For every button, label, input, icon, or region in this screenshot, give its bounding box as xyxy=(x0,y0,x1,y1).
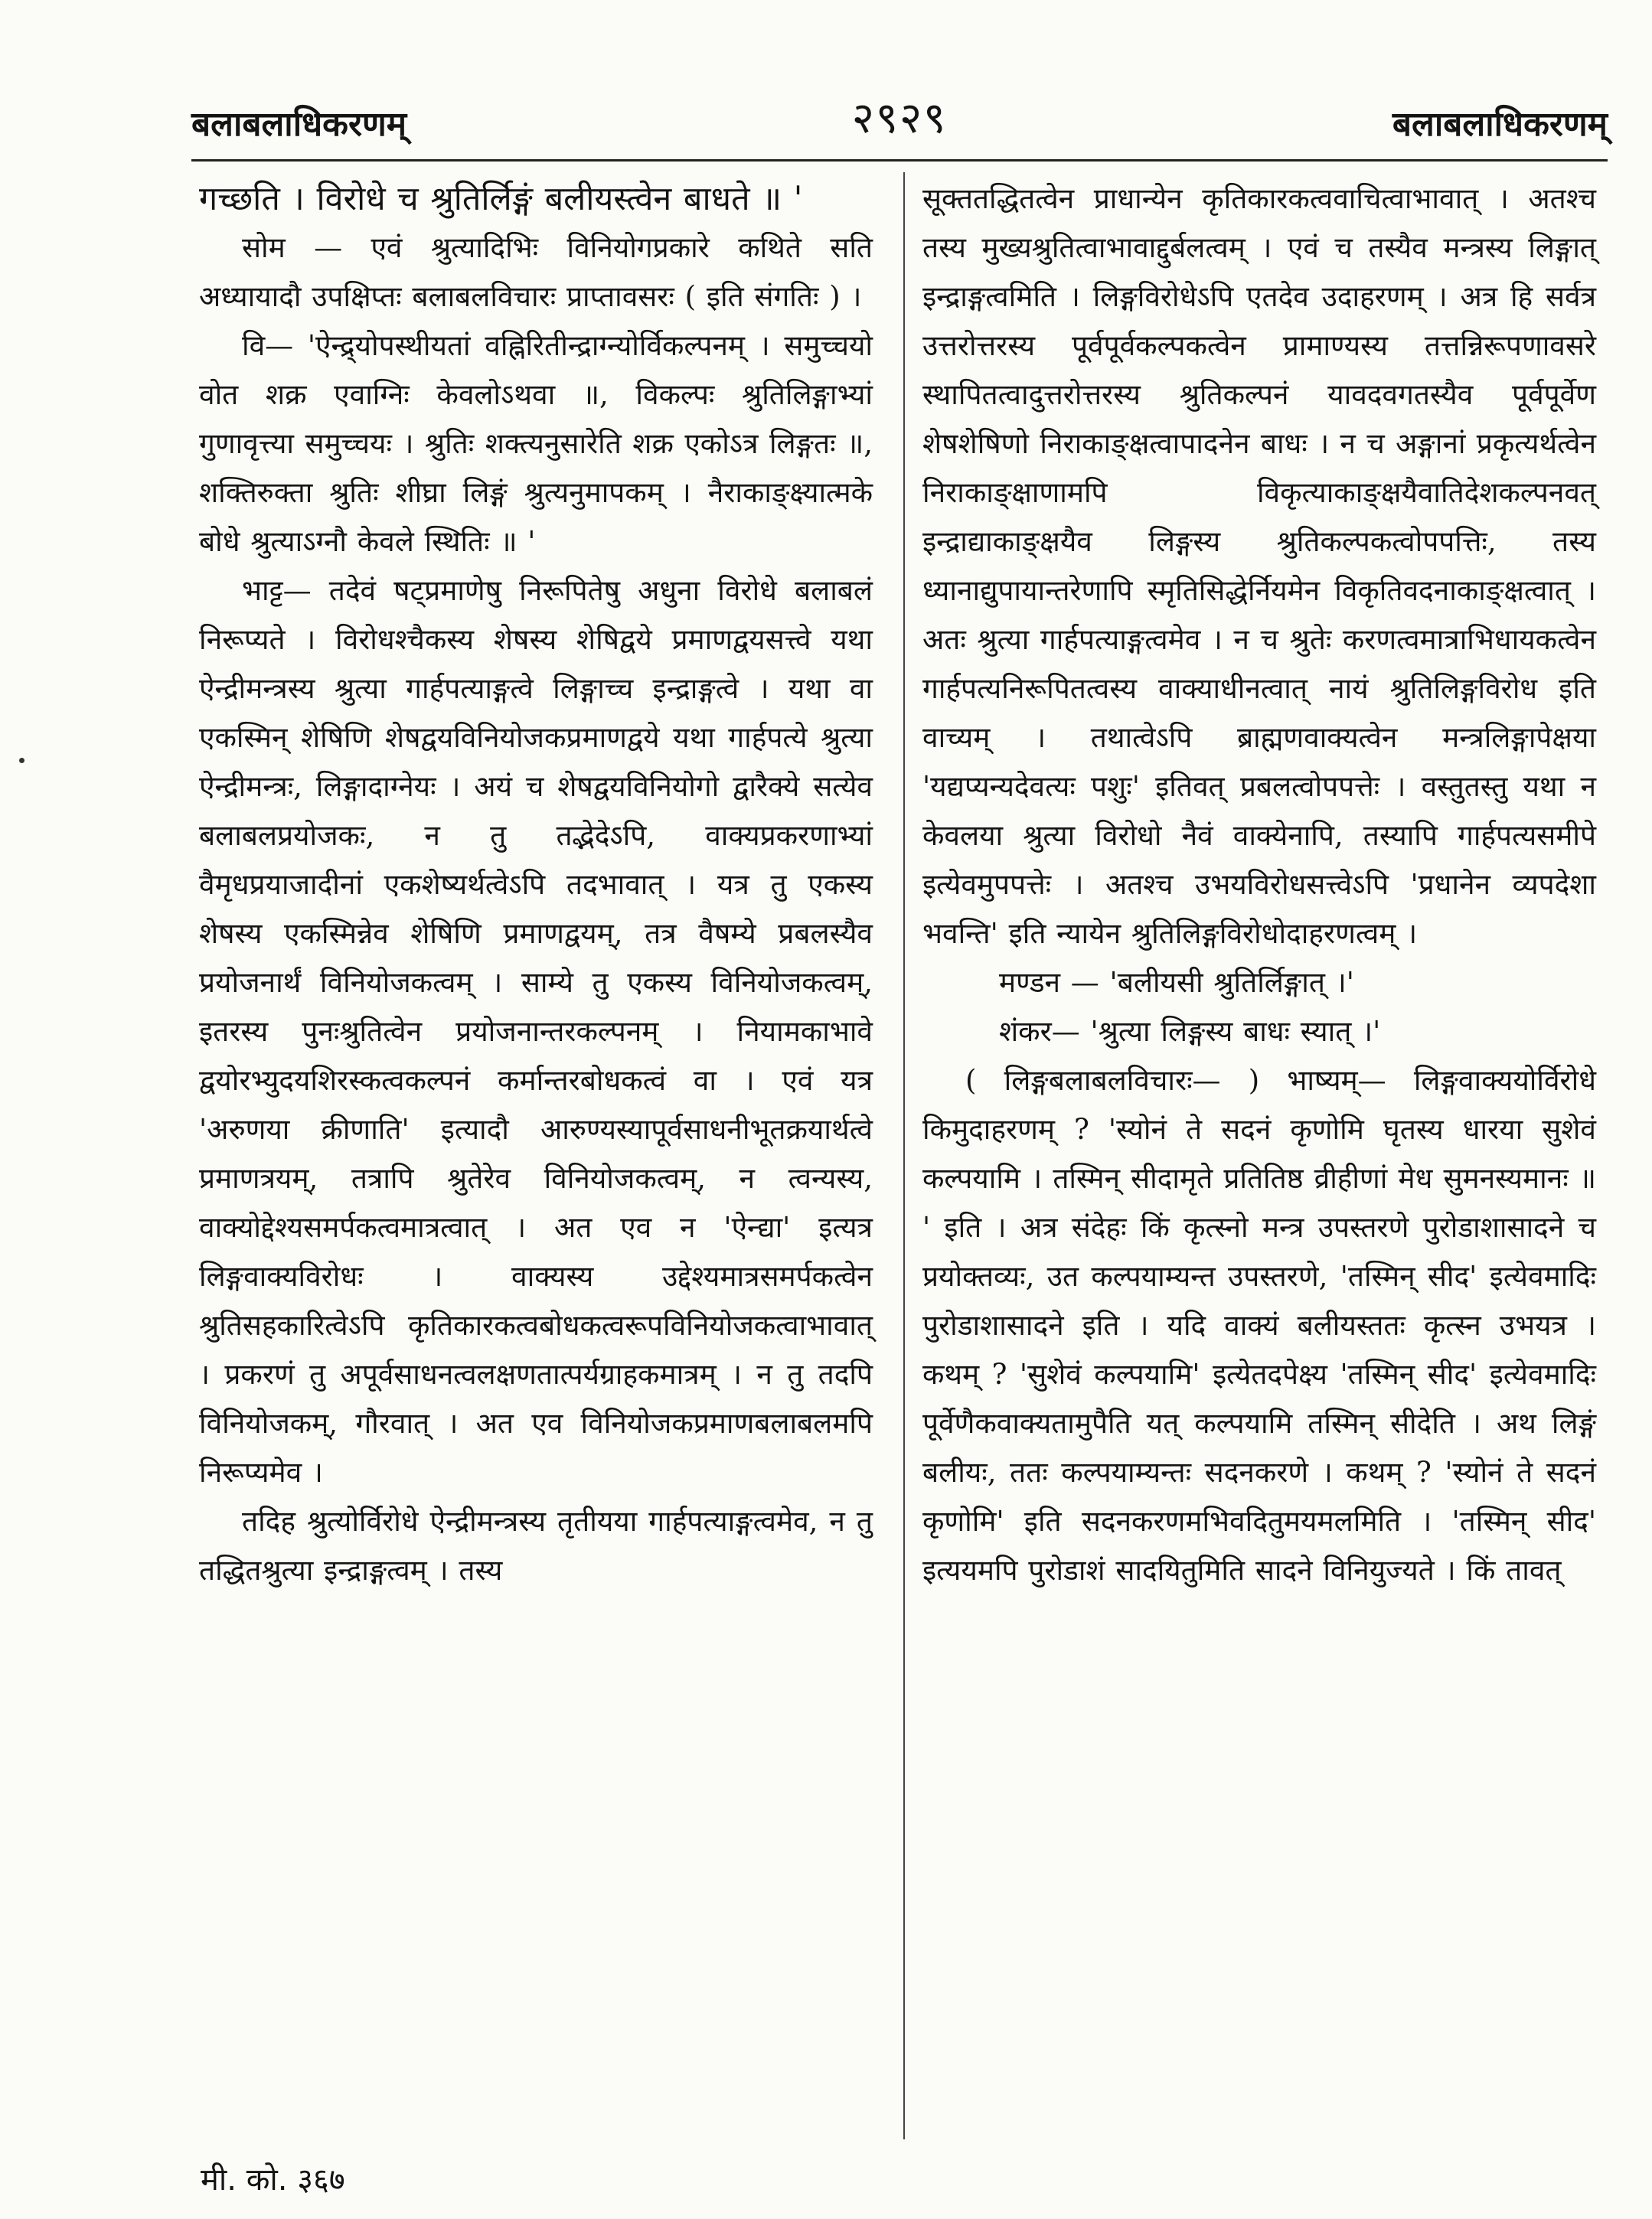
footer-signature: मी. को. ३६७ xyxy=(201,2162,345,2198)
left-para-bhatta: भाट्ट— तदेवं षट्प्रमाणेषु निरूपितेषु अधुना विरोधे बलाबलं निरूप्यते । विरोधश्चैकस्य शेषस्य शेषिद्वये प्रमाणद्वयसत्त्वे यथा ऐन्द्रीमन्त्रस्य श्रुत्या गार्हपत्याङ्गत्वे लिङ्गाच्च इन्द्राङ्गत्वे । यथा वा एकस्मिन् शेषिणि शेषद्वयविनियोजकप्रमाणद्वये यथा गार्हपत्ये श्रुत्या ऐन्द्रीमन्त्रः, लिङ्गादाग्नेयः । अयं च शेषद्वयविनियोगो द्वारैक्ये सत्येव बलाबलप्रयोजकः, न तु तद्भेदेऽपि, वाक्यप्रकरणाभ्यां वैमृधप्रयाजादीनां एकशेष्यर्थत्वेऽपि तदभावात् । यत्र तु एकस्य शेषस्य एकस्मिन्नेव शेषिणि प्रमाणद्वयम्, तत्र वैषम्ये प्रबलस्यैव प्रयोजनार्थं विनियोजकत्वम् । साम्ये तु एकस्य विनियोजकत्वम्, इतरस्य पुनःश्रुतित्वेन प्रयोजनान्तरकल्पनम् । नियामकाभावे द्वयोरभ्युदयशिरस्कत्वकल्पनं कर्मान्तरबोधकत्वं वा । एवं यत्र 'अरुणया क्रीणाति' इत्यादौ आरुण्यस्यापूर्वसाधनीभूतक्रयार्थत्वे प्रमाणत्रयम्, तत्रापि श्रुतेरेव विनियोजकत्वम्, न त्वन्यस्य, वाक्योद्देश्यसमर्पकत्वमात्रत्वात् । अत एव न 'ऐन्द्या' इत्यत्र लिङ्गवाक्यविरोधः । वाक्यस्य उद्देश्यमात्रसमर्पकत्वेन श्रुतिसहकारित्वेऽपि कृतिकारकत्वबोधकत्वरूपविनियोजकत्वाभावात् । प्रकरणं तु अपूर्वसाधनत्वलक्षणतात्पर्यग्राहकमात्रम् । न तु तदपि विनियोजकम्, गौरवात् । अत एव विनियोजकप्रमाणबलाबलमपि निरूप्यमेव । xyxy=(199,574,873,1489)
left-para-1: गच्छति । विरोधे च श्रुतिर्लिङ्गं बलीयस्त्वेन बाधते ॥ ' xyxy=(199,180,803,218)
left-para-vi: वि— 'ऐन्द्र्योपस्थीयतां वह्निरितीन्द्राग्न्योर्विकल्पनम् । समुच्चयो वोत शक्र एवाग्निः केवलोऽथवा ॥, विकल्पः श्रुतिलिङ्गाभ्यां गुणावृत्त्या समुच्चयः । श्रुतिः शक्त्यनुसारेति शक्र एकोऽत्र लिङ्गतः ॥, शक्तिरुक्ता श्रुतिः शीघ्रा लिङ्गं श्रुत्यनुमापकम् । नैराकाङ्क्ष्यात्मके बोधे श्रुत्याऽग्नौ केवले स्थितिः ॥ ' xyxy=(199,329,873,558)
right-para-bhashya: ( लिङ्गबलाबलविचारः— ) भाष्यम्— लिङ्गवाक्ययोर्विरोधे किमुदाहरणम् ? 'स्योनं ते सदनं कृणोमि घृतस्य धारया सुशेवं कल्पयामि । तस्मिन् सीदामृते प्रतितिष्ठ व्रीहीणां मेध सुमनस्यमानः ॥ ' इति । अत्र संदेहः किं कृत्स्नो मन्त्र उपस्तरणे पुरोडाशासादने च प्रयोक्तव्यः, उत कल्पयाम्यन्त उपस्तरणे, 'तस्मिन् सीद' इत्येवमादिः पुरोडाशासादने इति । यदि वाक्यं बलीयस्ततः कृत्स्न उभयत्र । कथम् ? 'सुशेवं कल्पयामि' इत्येतदपेक्ष्य 'तस्मिन् सीद' इत्येवमादिः पूर्वेणैकवाक्यतामुपैति यत् कल्पयामि तस्मिन् सीदेति । अथ लिङ्गं बलीयः, ततः कल्पयाम्यन्तः सदनकरणे । कथम् ? 'स्योनं ते सदनं कृणोमि' इति सदनकरणमभिवदितुमयमलमिति । 'तस्मिन् सीद' इत्ययमपि पुरोडाशं सादयितुमिति सादने विनियुज्यते । किं तावत् xyxy=(922,1064,1596,1587)
column-divider xyxy=(903,172,905,2139)
left-para-soma: सोम — एवं श्रुत्यादिभिः विनियोगप्रकारे कथिते सति अध्यायादौ उपक्षिप्तः बलाबलविचारः प्राप्तावसरः ( इति संगतिः ) । xyxy=(199,231,873,313)
margin-mark xyxy=(19,758,24,763)
header-rule xyxy=(191,159,1608,162)
right-column xyxy=(922,175,1596,1595)
header-left-title: बलाबलाधिकरणम् xyxy=(191,105,407,144)
page-number: २९२९ xyxy=(851,93,948,143)
right-para-shankara: शंकर— 'श्रुत्या लिङ्गस्य बाधः स्यात् ।' xyxy=(999,1015,1381,1048)
header-right-title: बलाबलाधिकरणम् xyxy=(1392,105,1608,144)
running-header xyxy=(191,92,1608,145)
right-para-1: सूक्ततद्धितत्वेन प्राधान्येन कृतिकारकत्ववाचित्वाभावात् । अतश्च तस्य मुख्यश्रुतित्वाभावाद्दुर्बलत्वम् । एवं च तस्यैव मन्त्रस्य लिङ्गात् इन्द्राङ्गत्वमिति । लिङ्गविरोधेऽपि एतदेव उदाहरणम् । अत्र हि सर्वत्र उत्तरोत्तरस्य पूर्वपूर्वकल्पकत्वेन प्रामाण्यस्य तत्तन्निरूपणावसरे स्थापितत्वादुत्तरोत्तरस्य श्रुतिकल्पनं यावदवगतस्यैव पूर्वपूर्वेण शेषशेषिणो निराकाङ्क्षत्वापादनेन बाधः । न च अङ्गानां प्रकृत्यर्थत्वेन निराकाङ्क्षाणामपि विकृत्याकाङ्क्षयैवातिदेशकल्पनवत् इन्द्राद्याकाङ्क्षयैव लिङ्गस्य श्रुतिकल्पकत्वोपपत्तिः, तस्य ध्यानाद्युपायान्तरेणापि स्मृतिसिद्धेर्नियमेन विकृतिवदनाकाङ्क्षत्वात् । अतः श्रुत्या गार्हपत्याङ्गत्वमेव । न च श्रुतेः करणत्वमात्राभिधायकत्वेन गार्हपत्यनिरूपितत्वस्य वाक्याधीनत्वात् नायं श्रुतिलिङ्गविरोध इति वाच्यम् । तथात्वेऽपि ब्राह्मणवाक्यत्वेन मन्त्रलिङ्गापेक्षया 'यद्यप्यन्यदेवत्यः पशुः' इतिवत् प्रबलत्वोपपत्तेः । वस्तुतस्तु यथा न केवलया श्रुत्या विरोधो नैवं वाक्येनापि, तस्यापि गार्हपत्यसमीपे इत्येवमुपपत्तेः । अतश्च उभयविरोधसत्त्वेऽपि 'प्रधानेन व्यपदेशा भवन्ति' इति न्यायेन श्रुतिलिङ्गविरोधोदाहरणत्वम् । xyxy=(922,182,1596,950)
right-para-mandana: मण्डन — 'बलीयसी श्रुतिर्लिङ्गात् ।' xyxy=(999,966,1354,999)
left-column xyxy=(199,175,873,1595)
left-para-tadiha: तदिह श्रुत्योर्विरोधे ऐन्द्रीमन्त्रस्य तृतीयया गार्हपत्याङ्गत्वमेव, न तु तद्धितश्रुत्या इन्द्राङ्गत्वम् । तस्य xyxy=(199,1505,873,1587)
